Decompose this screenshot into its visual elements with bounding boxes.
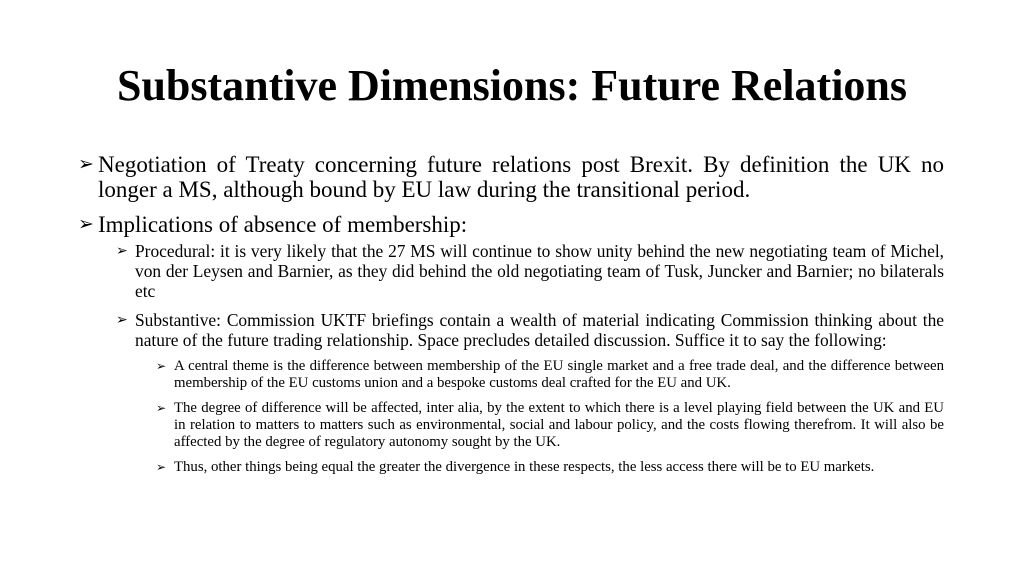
bullet-item-level-3	[156, 459, 944, 476]
arrow-bullet-icon: ➢	[156, 460, 167, 474]
bullet-text: Implications of absence of membership:	[98, 212, 468, 237]
bullet-item-level-1	[78, 212, 944, 237]
bullet-item-level-2	[116, 241, 944, 301]
bullet-text: A central theme is the difference between membership of the EU single market and a free trade deal, and the difference between membership of the EU customs union and a bespoke customs deal crafted for the EU and UK.	[174, 358, 944, 391]
bullet-text: Substantive: Commission UKTF briefings contain a wealth of material indicating Commission thinking about the nature of the future trading relationship. Space precludes detailed discussion. Suffice it to say the following:	[135, 310, 944, 350]
bullet-item-level-1	[78, 152, 944, 202]
arrow-bullet-icon: ➢	[116, 312, 128, 328]
bullet-text: Thus, other things being equal the greater the divergence in these respects, the less access there will be to EU markets.	[174, 459, 875, 475]
arrow-bullet-icon: ➢	[156, 401, 167, 415]
bullet-text: Procedural: it is very likely that the 27 MS will continue to show unity behind the new negotiating team of Michel, von der Leysen and Barnier, as they did behind the old negotiating team of Tusk, Juncker and Barnier; no bilaterals etc	[135, 241, 944, 301]
arrow-bullet-icon: ➢	[78, 153, 94, 175]
slide-title: Substantive Dimensions: Future Relations	[116, 61, 908, 110]
bullet-text: The degree of difference will be affected, inter alia, by the extent to which there is a level playing field between the UK and EU in relation to matters to matters such as environmental, social and labour policy, and the costs flowing therefrom. It will also be affected by the degree of regulatory autonomy sought by the UK.	[174, 400, 944, 450]
slide-body	[78, 152, 944, 484]
bullet-item-level-2	[116, 310, 944, 350]
bullet-item-level-3	[156, 358, 944, 392]
arrow-bullet-icon: ➢	[156, 359, 167, 373]
bullet-text: Negotiation of Treaty concerning future relations post Brexit. By definition the UK no longer a MS, although bound by EU law during the transitional period.	[98, 152, 944, 202]
bullet-item-level-3	[156, 400, 944, 451]
arrow-bullet-icon: ➢	[116, 243, 128, 259]
arrow-bullet-icon: ➢	[78, 213, 94, 235]
